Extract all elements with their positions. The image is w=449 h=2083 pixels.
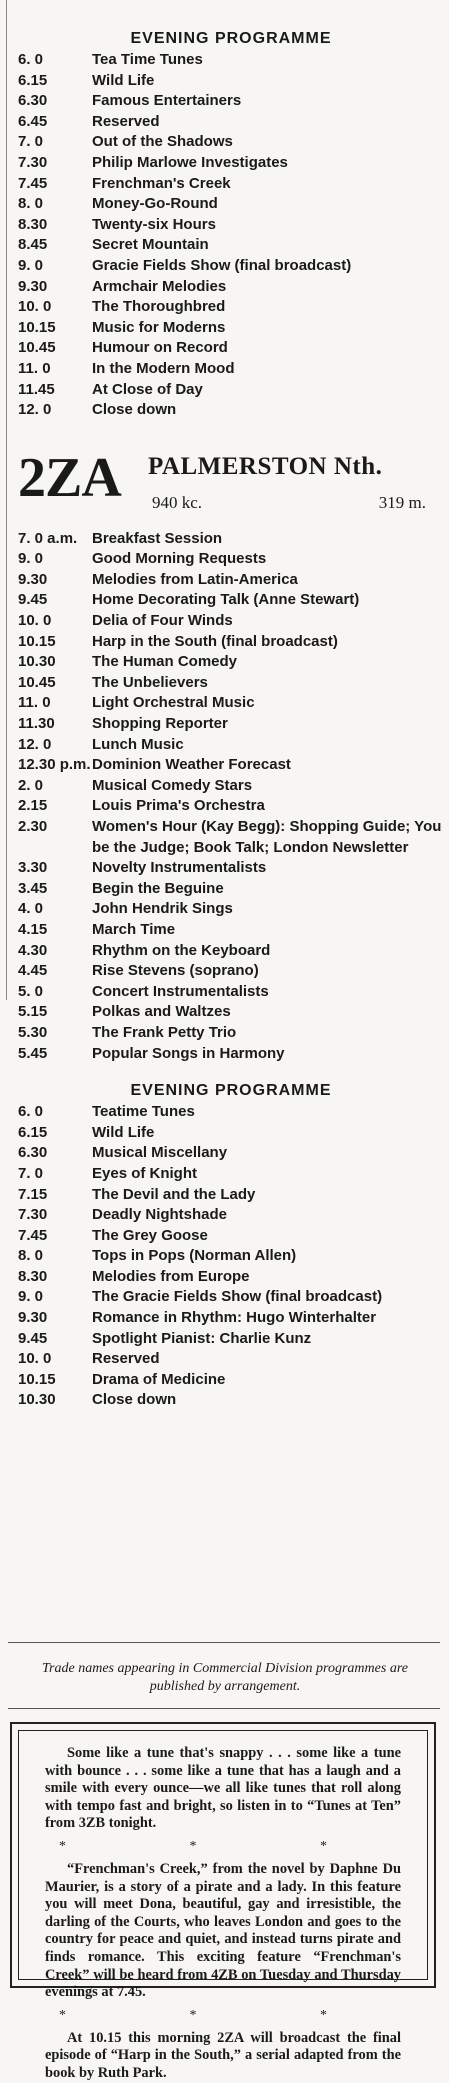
programme-item <box>18 570 444 591</box>
programme-name: Shopping Reporter <box>92 715 228 733</box>
programme-name: Good Morning Requests <box>92 550 267 568</box>
programme-name: Romance in Rhythm: Hugo Winterhalter <box>92 1309 377 1327</box>
programme-time: 8. 0 <box>18 1247 44 1265</box>
programme-time: 11. 0 <box>18 694 51 712</box>
programme-name: The Unbelievers <box>92 673 208 691</box>
programme-name: Melodies from Europe <box>92 1267 250 1285</box>
programme-name: Novelty Instrumentalists <box>92 859 267 877</box>
programme-item <box>18 1023 444 1044</box>
programme-item <box>18 673 444 694</box>
programme-name: Light Orchestral Music <box>92 694 255 712</box>
programme-item <box>18 1044 444 1065</box>
programme-item <box>18 920 444 941</box>
programme-name: Breakfast Session <box>92 529 223 547</box>
programme-item <box>18 529 444 550</box>
programme-time: 10.30 <box>18 653 56 671</box>
programme-item <box>18 796 444 817</box>
programme-name: Gracie Fields Show (final broadcast) <box>92 256 352 274</box>
programme-name: Wild Life <box>92 1123 155 1141</box>
programme-time: 4.15 <box>18 920 48 938</box>
programme-time: 7.15 <box>18 1185 48 1203</box>
programme-item <box>18 549 444 570</box>
programme-item <box>18 297 444 318</box>
programme-time: 4. 0 <box>18 900 44 918</box>
programme-time: 6.30 <box>18 92 48 110</box>
programme-time: 9. 0 <box>18 1288 44 1306</box>
programme-name: Music for Moderns <box>92 318 226 336</box>
programme-time: 5.30 <box>18 1023 48 1041</box>
programme-item <box>18 735 444 756</box>
programme-name: Rise Stevens (soprano) <box>92 962 259 980</box>
programme-time: 9.45 <box>18 1329 48 1347</box>
programme-item <box>18 1390 444 1411</box>
programme-item <box>18 112 444 133</box>
programme-name: Delia of Four Winds <box>92 612 233 630</box>
programme-name: Spotlight Pianist: Charlie Kunz <box>92 1329 312 1347</box>
programme-time: 12. 0 <box>18 401 52 419</box>
programme-item <box>18 1349 444 1370</box>
programme-name: At Close of Day <box>92 380 203 398</box>
programme-time: 8.30 <box>18 1267 48 1285</box>
programme-item <box>18 879 444 900</box>
trade-names-note: Trade names appearing in Commercial Division programmes are published by arrangement. <box>42 1661 408 1694</box>
programme-item <box>18 153 444 174</box>
programme-time: 10.15 <box>18 1370 56 1388</box>
evening-programme-heading-2: EVENING PROGRAMME <box>130 1082 332 1100</box>
programme-item <box>18 611 444 632</box>
programme-time: 6.15 <box>18 71 48 89</box>
programme-name: Money-Go-Round <box>92 195 218 213</box>
programme-name: Lunch Music <box>92 735 184 753</box>
programme-name: The Frank Petty Trio <box>92 1023 237 1041</box>
star-separator: * * * <box>59 2007 387 2023</box>
programme-item <box>18 194 444 215</box>
programme-item <box>18 338 444 359</box>
programme-time: 9.30 <box>18 570 48 588</box>
programme-time: 8.30 <box>18 215 48 233</box>
programme-name: Women's Hour (Kay Begg): Shopping Guide; You be the Judge; Book Talk; London Newsletter <box>92 818 442 856</box>
feature-paragraph-harp: At 10.15 this morning 2ZA will broadcast the final episode of “Harp in the South,” a serial adapted from the book by Ruth Park. <box>45 2029 401 2081</box>
programme-time: 4.45 <box>18 962 48 980</box>
programme-name: The Gracie Fields Show (final broadcast) <box>92 1288 383 1306</box>
programme-item <box>18 380 444 401</box>
programme-name: The Human Comedy <box>92 653 238 671</box>
feature-box-inner <box>18 1730 428 2081</box>
programme-item <box>18 1226 444 1247</box>
programme-time: 8.45 <box>18 236 48 254</box>
programme-time: 10.15 <box>18 632 56 650</box>
programme-item <box>18 132 444 153</box>
programme-item <box>18 174 444 195</box>
programme-name: Famous Entertainers <box>92 92 242 110</box>
programme-item <box>18 1329 444 1350</box>
divider <box>8 1642 440 1643</box>
evening-programme-list <box>18 50 444 421</box>
programme-item <box>18 693 444 714</box>
programme-name: Reserved <box>92 112 160 130</box>
programme-item <box>18 817 444 858</box>
programme-time: 7.30 <box>18 153 48 171</box>
programme-item <box>18 1308 444 1329</box>
day-programme-list <box>18 529 444 1064</box>
programme-name: The Thoroughbred <box>92 298 226 316</box>
programme-time: 7. 0 <box>18 1164 44 1182</box>
station-call-sign: 2ZA <box>18 446 121 509</box>
programme-time: 6. 0 <box>18 1103 44 1121</box>
programme-time: 6.45 <box>18 112 48 130</box>
programme-time: 9. 0 <box>18 550 44 568</box>
programme-time: 6. 0 <box>18 51 44 68</box>
programme-item <box>18 632 444 653</box>
programme-name: Deadly Nightshade <box>92 1206 228 1224</box>
programme-name: Concert Instrumentalists <box>92 982 269 1000</box>
programme-item <box>18 1246 444 1267</box>
programme-time: 2.30 <box>18 818 48 835</box>
divider <box>8 1708 440 1709</box>
programme-time: 10.30 <box>18 1391 56 1409</box>
programme-name: Musical Comedy Stars <box>92 776 253 794</box>
evening-programme-list-2 <box>18 1102 444 1411</box>
feature-box <box>10 1722 436 2081</box>
programme-name: Teatime Tunes <box>92 1103 195 1121</box>
programme-item <box>18 91 444 112</box>
programme-name: Polkas and Waltzes <box>92 1003 231 1021</box>
programme-item <box>18 590 444 611</box>
programme-time: 7.45 <box>18 174 48 192</box>
programme-item <box>18 961 444 982</box>
programme-name: Tea Time Tunes <box>92 51 203 68</box>
programme-name: Harp in the South (final broadcast) <box>92 632 338 650</box>
programme-item <box>18 50 444 71</box>
programme-item <box>18 1185 444 1206</box>
programme-name: Drama of Medicine <box>92 1370 226 1388</box>
programme-item <box>18 1123 444 1144</box>
programme-item <box>18 1143 444 1164</box>
programme-name: Begin the Beguine <box>92 879 224 897</box>
programme-item <box>18 1205 444 1226</box>
programme-item <box>18 858 444 879</box>
programme-time: 12.30 p.m. <box>18 756 91 774</box>
programme-name: In the Modern Mood <box>92 359 235 377</box>
programme-name: March Time <box>92 920 176 938</box>
programme-name: Eyes of Knight <box>92 1164 198 1182</box>
programme-name: Twenty-six Hours <box>92 215 216 233</box>
programme-name: Armchair Melodies <box>92 277 227 295</box>
feature-paragraph-frenchmans-creek: “Frenchman's Creek,” from the novel by Daphne Du Maurier, is a story of a pirate and a lady. In this feature you will meet Dona, beautiful, gay and irresistible, the darling of the Courts, who leaves London and goes to the country for peace and quiet, and instead turns pirate and finds romance. This exciting feature “Frenchman's Creek” will be heard from 4ZB on Tuesday and Thursday evenings at 7.45. <box>45 1860 401 2001</box>
programme-time: 10. 0 <box>18 1350 52 1368</box>
programme-name: The Grey Goose <box>92 1226 208 1244</box>
programme-name: Musical Miscellany <box>92 1144 228 1162</box>
programme-item <box>18 256 444 277</box>
programme-name: Tops in Pops (Norman Allen) <box>92 1247 297 1265</box>
evening-programme-heading: EVENING PROGRAMME <box>130 30 332 47</box>
programme-item <box>18 652 444 673</box>
programme-item <box>18 215 444 236</box>
programme-item <box>18 941 444 962</box>
programme-item <box>18 1102 444 1123</box>
programme-time: 12. 0 <box>18 735 52 753</box>
programme-name: Reserved <box>92 1350 160 1368</box>
programme-time: 2. 0 <box>18 776 44 794</box>
programme-item <box>18 1370 444 1391</box>
programme-time: 9.45 <box>18 591 48 609</box>
programme-time: 10.45 <box>18 673 56 691</box>
programme-item <box>18 776 444 797</box>
programme-item <box>18 1287 444 1308</box>
column-rule <box>6 0 7 1000</box>
programme-item <box>18 277 444 298</box>
programme-name: Frenchman's Creek <box>92 174 231 192</box>
programme-time: 3.45 <box>18 879 48 897</box>
programme-name: Philip Marlowe Investigates <box>92 153 288 171</box>
programme-time: 7. 0 a.m. <box>18 529 78 547</box>
programme-item <box>18 318 444 339</box>
programme-name: Wild Life <box>92 71 155 89</box>
programme-name: Home Decorating Talk (Anne Stewart) <box>92 591 360 609</box>
programme-name: John Hendrik Sings <box>92 900 233 918</box>
programme-name: Close down <box>92 401 177 419</box>
programme-time: 9.30 <box>18 277 48 295</box>
programme-time: 6.30 <box>18 1144 48 1162</box>
station-header <box>18 447 444 529</box>
programme-item <box>18 235 444 256</box>
station-wavelength: 319 m. <box>378 492 426 512</box>
programme-item <box>18 400 444 421</box>
programme-column <box>18 28 444 1411</box>
programme-name: Rhythm on the Keyboard <box>92 941 271 959</box>
programme-item <box>18 755 444 776</box>
programme-time: 3.30 <box>18 859 48 877</box>
programme-time: 11.30 <box>18 715 55 733</box>
programme-name: Dominion Weather Forecast <box>92 756 291 774</box>
programme-time: 7.45 <box>18 1226 48 1244</box>
programme-name: Out of the Shadows <box>92 133 233 151</box>
star-separator: * * * <box>59 1838 387 1854</box>
programme-item <box>18 1002 444 1023</box>
station-frequency: 940 kc. <box>152 492 203 512</box>
programme-name: Humour on Record <box>92 339 228 357</box>
programme-time: 4.30 <box>18 941 48 959</box>
programme-time: 7.30 <box>18 1206 48 1224</box>
programme-time: 6.15 <box>18 1123 48 1141</box>
programme-time: 10. 0 <box>18 298 52 316</box>
programme-time: 8. 0 <box>18 195 44 213</box>
programme-item <box>18 1267 444 1288</box>
programme-item <box>18 71 444 92</box>
programme-time: 5.15 <box>18 1003 48 1021</box>
programme-time: 10. 0 <box>18 612 52 630</box>
programme-name: Popular Songs in Harmony <box>92 1044 285 1062</box>
programme-time: 10.45 <box>18 339 56 357</box>
station-city: PALMERSTON Nth. <box>148 452 383 480</box>
programme-time: 9.30 <box>18 1309 48 1327</box>
feature-paragraph-tunes: Some like a tune that's snappy . . . some like a tune with bounce . . . some like a tune that has a laugh and a smile with every ounce—we all like tunes that roll along with tempo fast and bright, so listen in to “Tunes at Ten” from 3ZB tonight. <box>45 1745 401 1832</box>
programme-time: 10.15 <box>18 318 56 336</box>
programme-time: 5.45 <box>18 1044 48 1062</box>
programme-item <box>18 899 444 920</box>
programme-item <box>18 1164 444 1185</box>
programme-item <box>18 359 444 380</box>
programme-name: Close down <box>92 1391 177 1409</box>
programme-item <box>18 982 444 1003</box>
programme-name: Louis Prima's Orchestra <box>92 797 265 815</box>
programme-time: 9. 0 <box>18 256 44 274</box>
programme-time: 7. 0 <box>18 133 44 151</box>
programme-name: Secret Mountain <box>92 236 209 254</box>
programme-name: The Devil and the Lady <box>92 1185 256 1203</box>
programme-name: Melodies from Latin-America <box>92 570 298 588</box>
programme-time: 2.15 <box>18 797 48 815</box>
programme-time: 11. 0 <box>18 359 51 377</box>
programme-time: 5. 0 <box>18 982 44 1000</box>
programme-item <box>18 714 444 735</box>
programme-time: 11.45 <box>18 380 55 398</box>
